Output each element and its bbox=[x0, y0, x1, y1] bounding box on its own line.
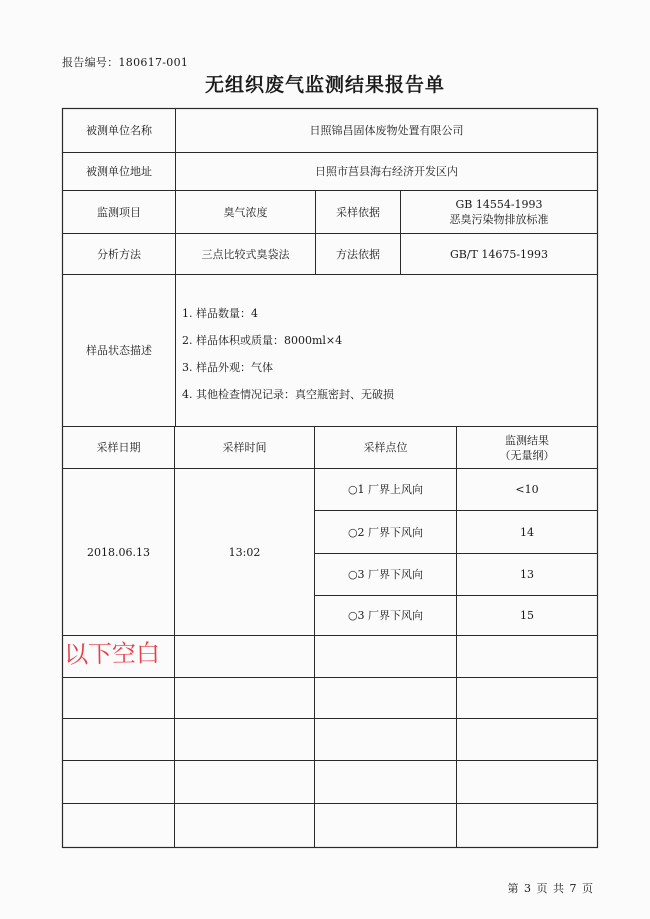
result-value-cell: <10 bbox=[515, 483, 539, 496]
sampling-basis-label: 采样依据 bbox=[336, 205, 380, 219]
sampling-date-value: 2018.06.13 bbox=[87, 545, 150, 559]
monitoring-result-header-unit: （无量纲） bbox=[499, 448, 555, 462]
result-value-cell: 13 bbox=[520, 568, 534, 581]
sample-state-line: 3. 样品外观：气体 bbox=[182, 361, 273, 374]
sampling-point-cell: ○1 厂界上风向 bbox=[347, 483, 424, 496]
sampling-basis-value bbox=[401, 191, 597, 233]
report-number: 报告编号：180617-001 bbox=[62, 56, 189, 69]
sampling-point-cell: ○3 厂界下风向 bbox=[347, 568, 424, 581]
blank-below-stamp: 以下空白 bbox=[63, 639, 161, 669]
sampling-time-value: 13:02 bbox=[228, 545, 261, 559]
sampling-point-cell: ○3 厂界下风向 bbox=[347, 609, 424, 622]
sampling-point-header: 采样点位 bbox=[363, 441, 408, 454]
monitoring-item-label: 监测项目 bbox=[97, 205, 141, 219]
sample-state-line: 2. 样品体积或质量：8000ml×4 bbox=[182, 334, 343, 347]
unit-address-label: 被测单位地址 bbox=[86, 165, 152, 178]
monitoring-item-value: 臭气浓度 bbox=[223, 205, 268, 219]
sample-state-line: 4. 其他检查情况记录：真空瓶密封、无破损 bbox=[182, 388, 394, 401]
method-basis-value: GB/T 14675-1993 bbox=[449, 247, 549, 261]
analysis-method-value: 三点比较式臭袋法 bbox=[201, 247, 290, 261]
sampling-time-header: 采样时间 bbox=[222, 441, 267, 454]
analysis-method-label: 分析方法 bbox=[97, 247, 141, 261]
monitoring-result-header-title: 监测结果 bbox=[505, 433, 549, 447]
sample-state-label: 样品状态描述 bbox=[86, 344, 152, 357]
result-value-cell: 15 bbox=[520, 609, 534, 622]
result-value-cell: 14 bbox=[520, 525, 534, 539]
document-title: 无组织废气监测结果报告单 bbox=[204, 74, 445, 96]
unit-name-value: 日照锦昌固体废物处置有限公司 bbox=[309, 124, 464, 137]
sampling-date-header: 采样日期 bbox=[96, 441, 141, 454]
unit-address-value: 日照市莒县海右经济开发区内 bbox=[315, 165, 458, 178]
method-basis-label: 方法依据 bbox=[336, 247, 380, 261]
sampling-basis-standard-name: 恶臭污染物排放标准 bbox=[449, 213, 549, 226]
sampling-basis-standard: GB 14554-1993 bbox=[455, 198, 543, 211]
sample-state-description bbox=[182, 300, 592, 408]
sample-state-line: 1. 样品数量：4 bbox=[182, 307, 258, 320]
sampling-point-cell: ○2 厂界下风向 bbox=[347, 525, 424, 539]
page-number: 第 3 页 共 7 页 bbox=[507, 882, 594, 895]
unit-name-label: 被测单位名称 bbox=[86, 124, 152, 137]
monitoring-result-header bbox=[457, 427, 597, 468]
